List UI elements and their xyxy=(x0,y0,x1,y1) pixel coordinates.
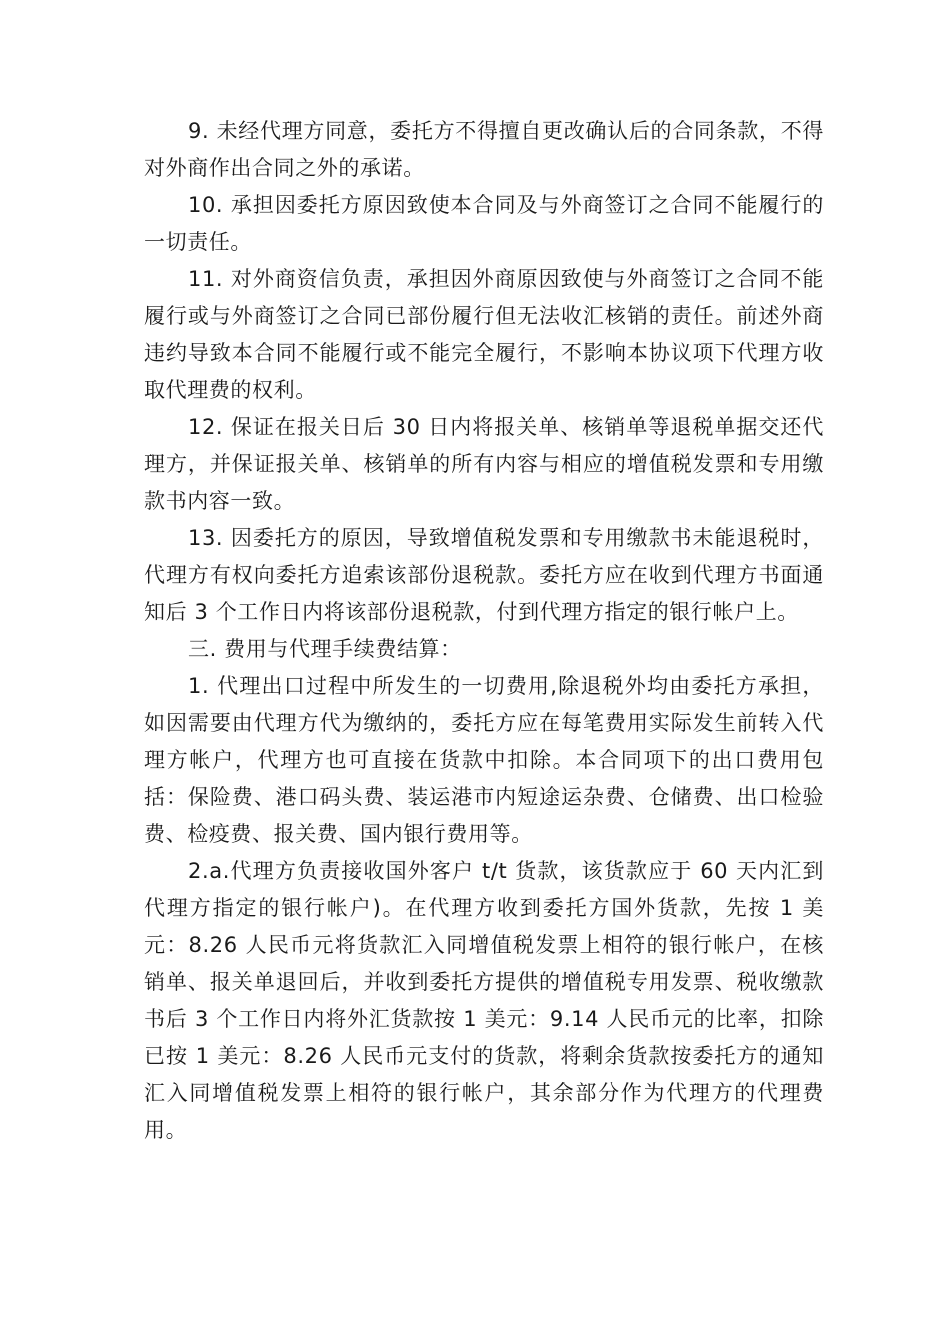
fee-clause-2a-paragraph: 2.a.代理方负责接收国外客户 t/t 货款，该货款应于 60 天内汇到代理方指定的银行帐户)。在代理方收到委托方国外货款，先按 1 美元：8.26 人民币元将货款汇入同增值税发票上相符的银行帐户，在核销单、报关单退回后，并收到委托方提供的增值税专用发票、税收缴款书后 3 个工作日内将外汇货款按 1 美元：9.14 人民币元的比率，扣除已按 1 美元：8.26 人民币元支付的货款，将剩余货款按委托方的通知汇入同增值税发票上相符的银行帐户，其余部分作为代理方的代理费用。 xyxy=(144,859,824,1142)
document-body xyxy=(144,113,824,1149)
clause-9-paragraph: 9. 未经代理方同意，委托方不得擅自更改确认后的合同条款，不得对外商作出合同之外的承诺。 xyxy=(144,119,824,180)
clause-12-paragraph: 12. 保证在报关日后 30 日内将报关单、核销单等退税单据交还代理方，并保证报关单、核销单的所有内容与相应的增值税发票和专用缴款书内容一致。 xyxy=(144,415,824,513)
fee-clause-1-paragraph: 1. 代理出口过程中所发生的一切费用,除退税外均由委托方承担，如因需要由代理方代为缴纳的，委托方应在每笔费用实际发生前转入代理方帐户，代理方也可直接在货款中扣除。本合同项下的出口费用包括：保险费、港口码头费、装运港市内短途运杂费、仓储费、出口检验费、检疫费、报关费、国内银行费用等。 xyxy=(144,674,824,846)
clause-11-paragraph: 11. 对外商资信负责，承担因外商原因致使与外商签订之合同不能履行或与外商签订之合同已部份履行但无法收汇核销的责任。前述外商违约导致本合同不能履行或不能完全履行，不影响本协议项下代理方收取代理费的权利。 xyxy=(144,267,824,402)
section-3-heading: 三. 费用与代理手续费结算： xyxy=(188,637,462,661)
clause-13-paragraph: 13. 因委托方的原因，导致增值税发票和专用缴款书未能退税时，代理方有权向委托方追索该部份退税款。委托方应在收到代理方书面通知后 3 个工作日内将该部份退税款，付到代理方指定的银行帐户上。 xyxy=(144,526,824,624)
clause-10-paragraph: 10. 承担因委托方原因致使本合同及与外商签订之合同不能履行的一切责任。 xyxy=(144,193,824,254)
